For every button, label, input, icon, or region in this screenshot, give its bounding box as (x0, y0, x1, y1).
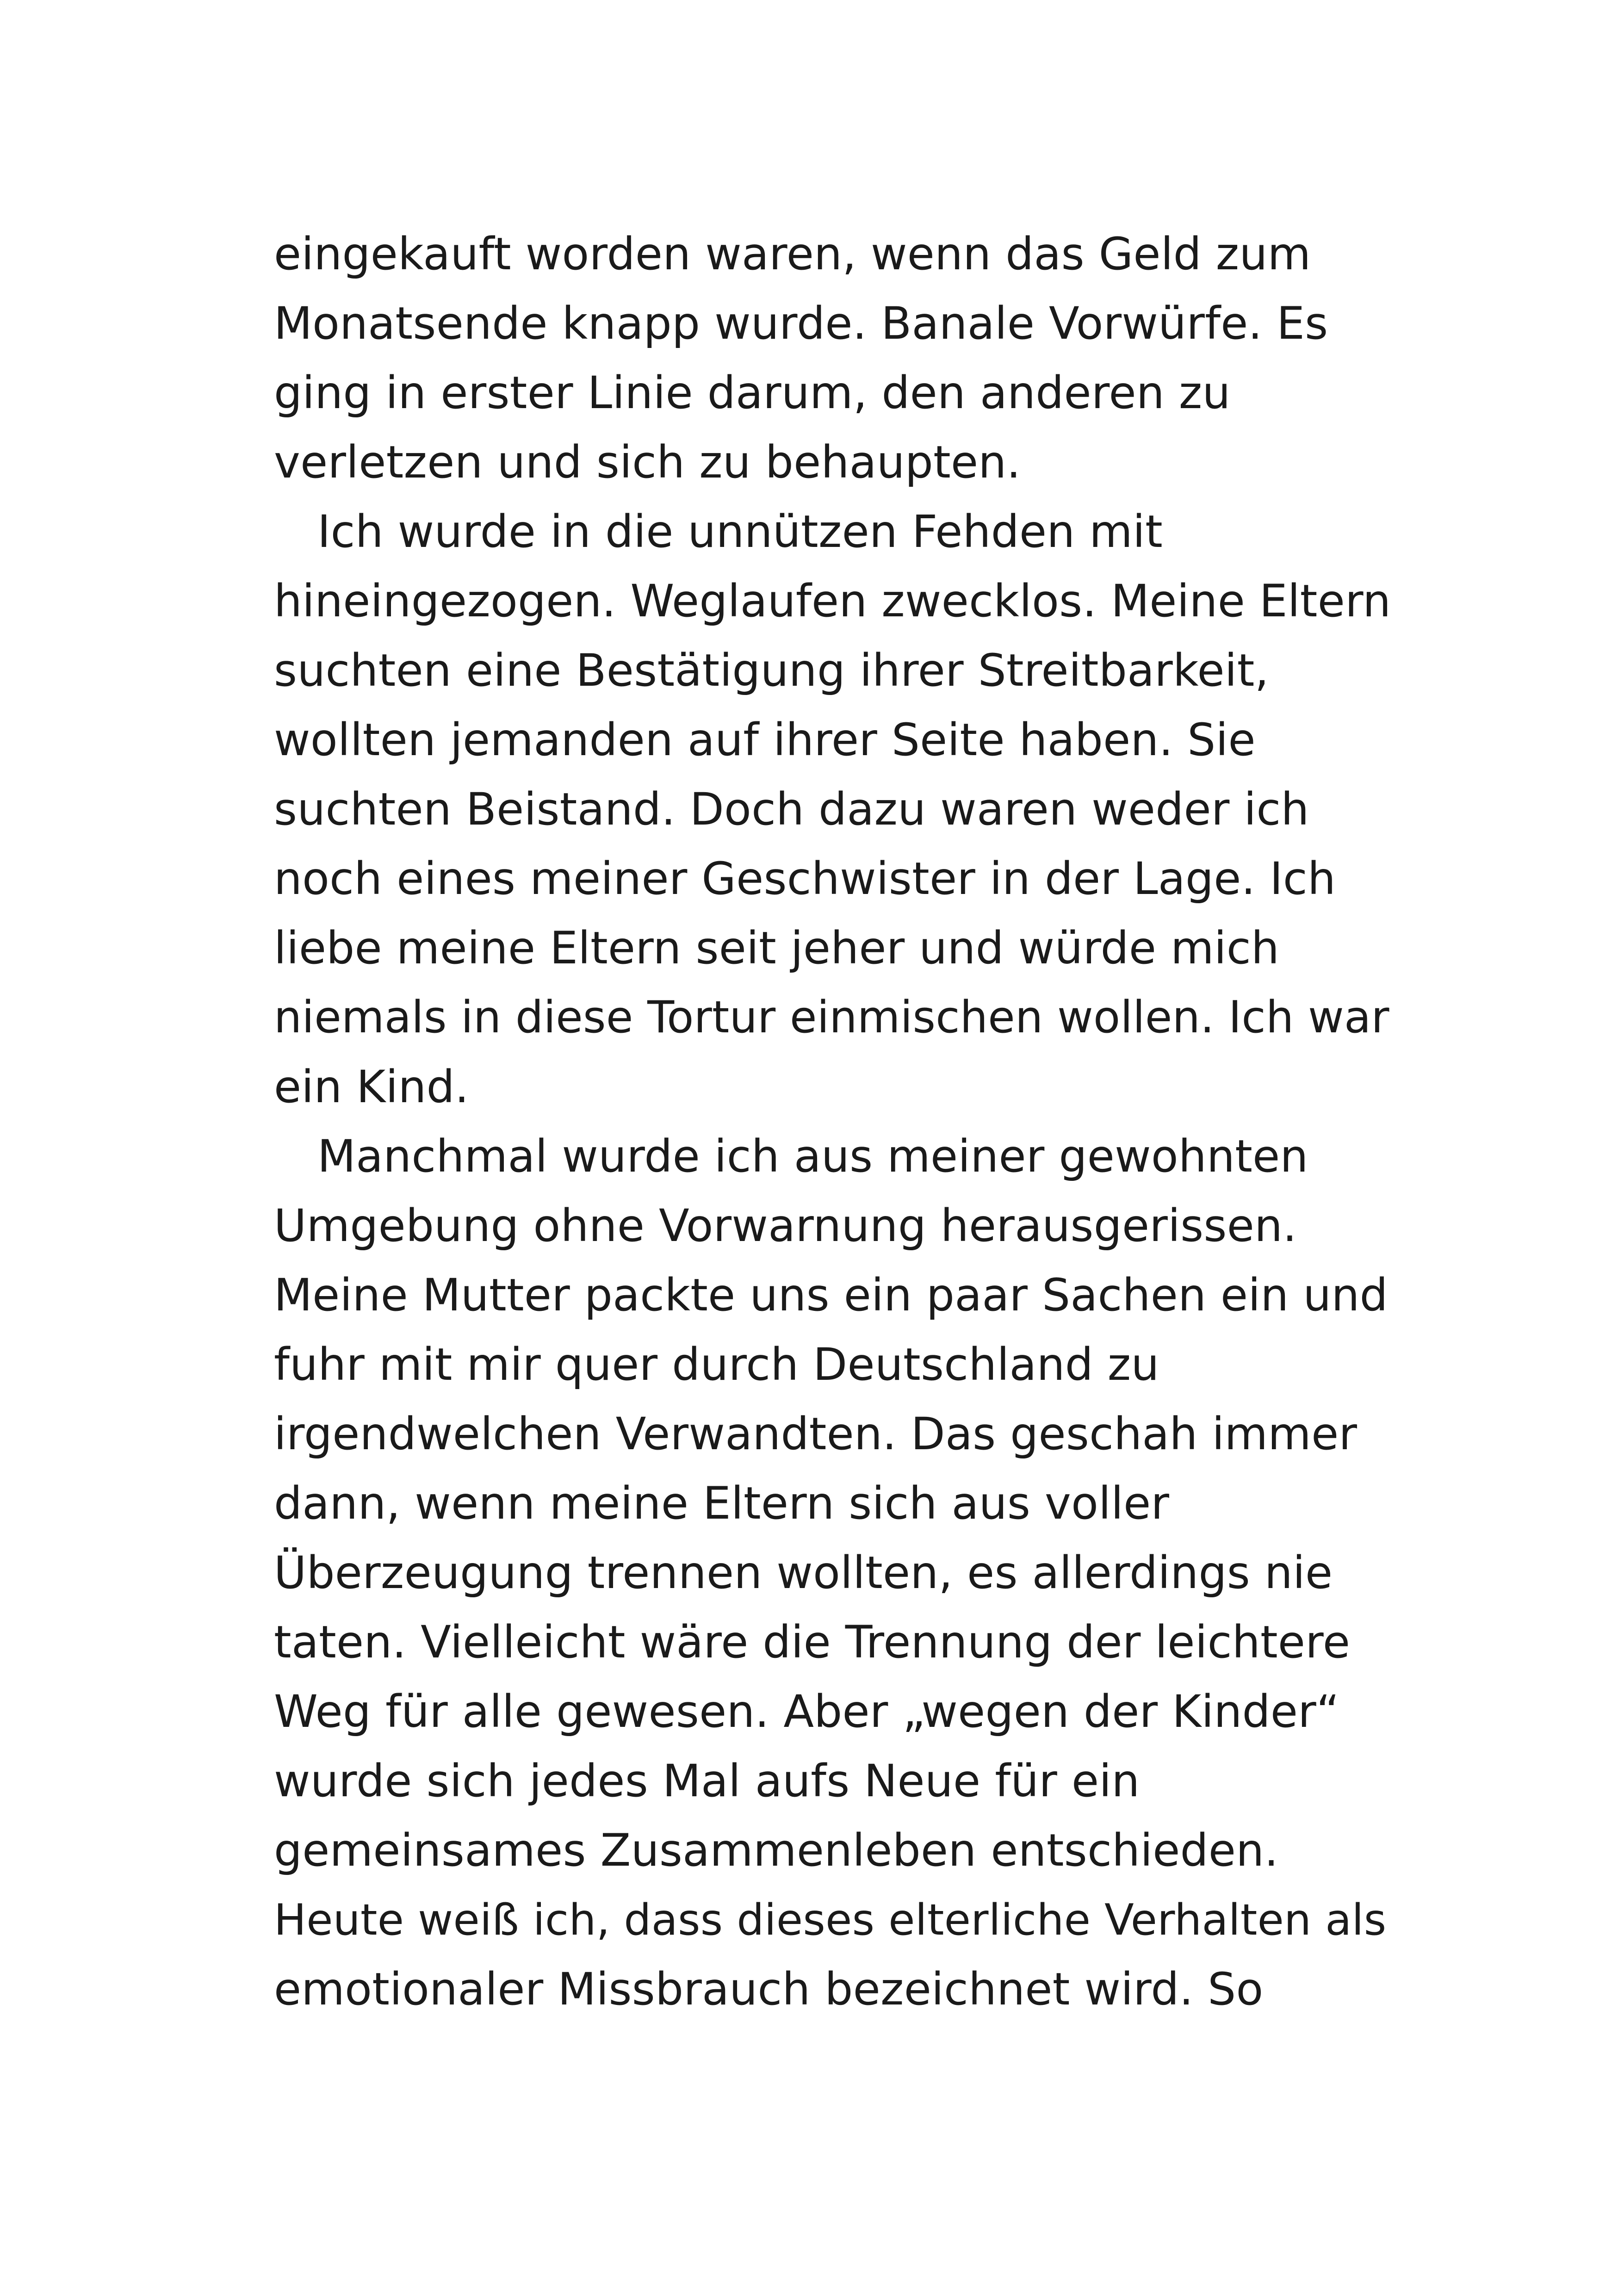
text-line: Weg für alle gewesen. Aber „wegen der Kinder“ (274, 1686, 1340, 1738)
paragraph-first-line: Ich wurde in die unnützen Fehden mit (317, 506, 1163, 558)
text-line: ging in erster Linie darum, den anderen zu (274, 367, 1231, 419)
text-line: eingekauft worden waren, wenn das Geld zum (274, 228, 1311, 280)
text-line: liebe meine Eltern seit jeher und würde mich (274, 922, 1280, 974)
text-line: Umgebung ohne Vorwarnung herausgerissen. (274, 1200, 1297, 1252)
text-line: wollten jemanden auf ihrer Seite haben. Sie (274, 714, 1256, 766)
text-line: Überzeugung trennen wollten, es allerdings nie (274, 1547, 1333, 1599)
text-line: Meine Mutter packte uns ein paar Sachen ein und (274, 1269, 1388, 1321)
text-line: dann, wenn meine Eltern sich aus voller (274, 1477, 1170, 1529)
text-line: fuhr mit mir quer durch Deutschland zu (274, 1339, 1159, 1390)
body-text (274, 219, 1394, 2024)
text-line: Heute weiß ich, dass dieses elterliche Verhalten als (274, 1895, 1387, 1945)
text-line: wurde sich jedes Mal aufs Neue für ein (274, 1755, 1140, 1807)
text-line: suchten eine Bestätigung ihrer Streitbarkeit, (274, 645, 1269, 696)
text-line: gemeinsames Zusammenleben entschieden. (274, 1824, 1279, 1876)
text-line: verletzen und sich zu behaupten. (274, 436, 1021, 488)
paragraph-first-line: Manchmal wurde ich aus meiner gewohnten (317, 1130, 1308, 1182)
text-line: suchten Beistand. Doch dazu waren weder ich (274, 783, 1309, 835)
text-line: emotionaler Missbrauch bezeichnet wird. So (274, 1963, 1264, 2015)
text-line: Monatsende knapp wurde. Banale Vorwürfe. Es (274, 298, 1328, 349)
text-line: hineingezogen. Weglaufen zwecklos. Meine Eltern (274, 575, 1391, 627)
text-line: taten. Vielleicht wäre die Trennung der leichtere (274, 1616, 1351, 1668)
text-line: niemals in diese Tortur einmischen wollen. Ich war (274, 992, 1389, 1043)
text-line: irgendwelchen Verwandten. Das geschah immer (274, 1408, 1358, 1460)
text-line: ein Kind. (274, 1061, 469, 1113)
text-line: noch eines meiner Geschwister in der Lage. Ich (274, 853, 1336, 905)
